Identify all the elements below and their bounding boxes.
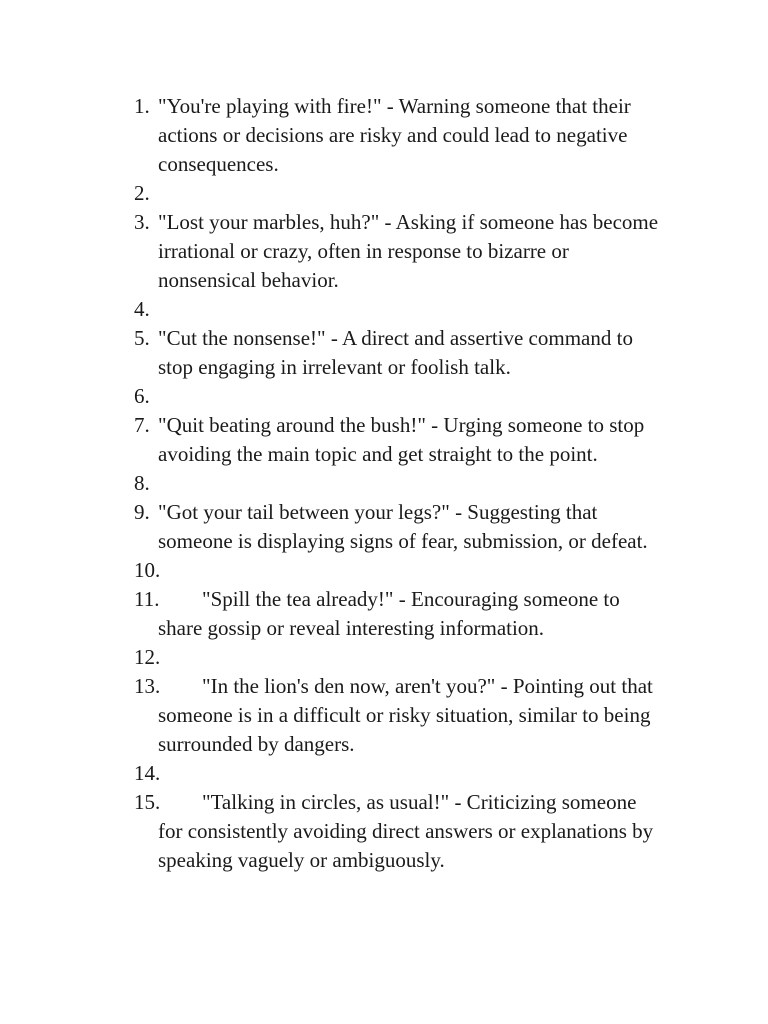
list-item <box>134 382 664 411</box>
list-item <box>134 672 664 759</box>
list-text: "Lost your marbles, huh?" - Asking if someone has become irrational or crazy, often in response to bizarre or nonsensical behavior. <box>158 210 659 292</box>
list-number: 12. <box>134 645 161 669</box>
list-item <box>134 788 664 875</box>
list-item <box>134 469 664 498</box>
list-number: 2. <box>134 181 150 205</box>
list-text: "Cut the nonsense!" - A direct and assertive command to stop engaging in irrelevant or foolish talk. <box>158 326 633 379</box>
list-number: 9. <box>134 500 150 524</box>
list-item <box>134 92 664 179</box>
list-number: 4. <box>134 297 150 321</box>
list-number: 6. <box>134 384 150 408</box>
list-text: "Spill the tea already!" - Encouraging someone to share gossip or reveal interesting information. <box>158 587 620 640</box>
list-number: 11. <box>134 587 160 611</box>
list-text: "You're playing with fire!" - Warning someone that their actions or decisions are risky and could lead to negative consequences. <box>158 94 631 176</box>
list-item <box>134 324 664 382</box>
list-item <box>134 759 664 788</box>
list-number: 7. <box>134 413 150 437</box>
list-number: 15. <box>134 790 161 814</box>
list-number: 8. <box>134 471 150 495</box>
list-item <box>134 208 664 295</box>
list-item <box>134 295 664 324</box>
list-number: 14. <box>134 761 161 785</box>
list-number: 10. <box>134 558 161 582</box>
list-item <box>134 179 664 208</box>
list-text: "In the lion's den now, aren't you?" - Pointing out that someone is in a difficult or risky situation, similar to being surrounded by dangers. <box>158 674 653 756</box>
list-number: 3. <box>134 210 150 234</box>
list-item <box>134 411 664 469</box>
list-text: "Talking in circles, as usual!" - Criticizing someone for consistently avoiding direct answers or explanations by speaking vaguely or ambiguously. <box>158 790 654 872</box>
list-text: "Got your tail between your legs?" - Suggesting that someone is displaying signs of fear, submission, or defeat. <box>158 500 648 553</box>
list-number: 5. <box>134 326 150 350</box>
list-number: 13. <box>134 674 161 698</box>
numbered-list <box>134 92 664 875</box>
list-item <box>134 498 664 556</box>
list-item <box>134 585 664 643</box>
list-text: "Quit beating around the bush!" - Urging someone to stop avoiding the main topic and get straight to the point. <box>158 413 645 466</box>
list-item <box>134 643 664 672</box>
list-number: 1. <box>134 94 150 118</box>
list-item <box>134 556 664 585</box>
